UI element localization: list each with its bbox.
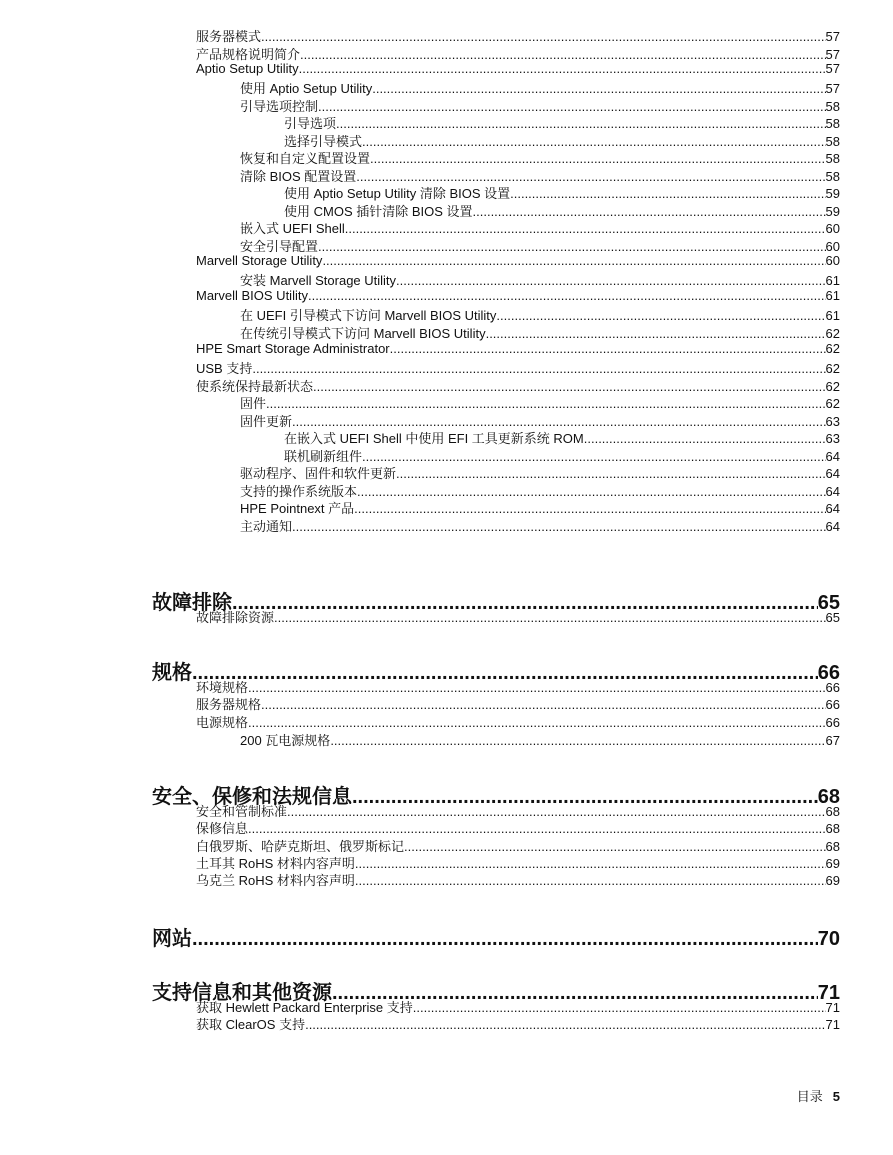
toc-leader-dots bbox=[355, 856, 826, 871]
toc-leader-dots bbox=[261, 697, 826, 712]
toc-leader-dots bbox=[261, 29, 826, 44]
toc-entry-page: 62 bbox=[825, 396, 840, 411]
toc-entry-page: 69 bbox=[825, 856, 840, 871]
footer-page-number: 5 bbox=[832, 1089, 840, 1104]
toc-entry-page: 68 bbox=[817, 786, 840, 808]
toc-leader-dots bbox=[252, 361, 825, 376]
toc-leader-dots bbox=[510, 186, 825, 201]
toc-entry-title: 固件更新 bbox=[240, 414, 293, 429]
toc-entry-page: 57 bbox=[825, 29, 840, 44]
toc-entry-title: 使用 Aptio Setup Utility 清除 BIOS 设置 bbox=[284, 186, 511, 201]
toc-entry-title: 驱动程序、固件和软件更新 bbox=[240, 466, 397, 481]
footer-label: 目录 bbox=[796, 1089, 823, 1104]
toc-entry-title: 200 瓦电源规格 bbox=[240, 733, 331, 748]
toc-entry-page: 58 bbox=[825, 134, 840, 149]
toc-leader-dots bbox=[396, 466, 826, 481]
toc-entry-title: 在传统引导模式下访问 Marvell BIOS Utility bbox=[240, 326, 486, 341]
toc-leader-dots bbox=[354, 501, 825, 516]
toc-entry-title: 乌克兰 RoHS 材料内容声明 bbox=[196, 873, 355, 888]
toc-entry-title: 安全、保修和法规信息 bbox=[152, 786, 352, 808]
toc-entry-page: 70 bbox=[817, 928, 840, 950]
toc-entry[interactable] bbox=[284, 428, 840, 447]
toc-leader-dots bbox=[322, 253, 825, 268]
toc-entry-page: 60 bbox=[825, 253, 840, 268]
toc-entry-page: 58 bbox=[825, 99, 840, 114]
toc-entry[interactable] bbox=[196, 288, 840, 303]
toc-entry[interactable] bbox=[196, 253, 840, 268]
toc-entry-page: 59 bbox=[825, 204, 840, 219]
toc-entry[interactable] bbox=[240, 498, 840, 517]
toc-entry-title: 使系统保持最新状态 bbox=[196, 379, 314, 394]
toc-entry-title: 嵌入式 UEFI Shell bbox=[240, 221, 345, 236]
toc-leader-dots bbox=[300, 47, 826, 62]
toc-entry-page: 71 bbox=[825, 1017, 840, 1032]
toc-leader-dots bbox=[292, 414, 826, 429]
toc-entry-page: 57 bbox=[825, 61, 840, 76]
toc-entry-title: 服务器规格 bbox=[196, 697, 262, 712]
toc-entry-page: 71 bbox=[817, 982, 840, 1004]
toc-leader-dots bbox=[413, 1000, 826, 1015]
toc-entry-page: 68 bbox=[825, 804, 840, 819]
toc-entry-title: 规格 bbox=[152, 662, 192, 684]
toc-leader-dots bbox=[362, 134, 826, 149]
toc-leader-dots bbox=[248, 715, 826, 730]
toc-entry-page: 64 bbox=[825, 466, 840, 481]
toc-leader-dots bbox=[305, 1017, 825, 1032]
toc-entry[interactable] bbox=[196, 341, 840, 356]
page-footer bbox=[797, 1086, 840, 1105]
toc-entry-page: 57 bbox=[825, 81, 840, 96]
toc-entry[interactable] bbox=[240, 463, 840, 482]
toc-leader-dots bbox=[318, 239, 826, 254]
toc-entry-title: Marvell BIOS Utility bbox=[196, 288, 308, 303]
toc-entry-title: 引导选项控制 bbox=[240, 99, 319, 114]
toc-entry-page: 67 bbox=[825, 733, 840, 748]
toc-entry-page: 65 bbox=[825, 610, 840, 625]
toc-leader-dots bbox=[390, 341, 826, 356]
toc-entry-page: 58 bbox=[825, 116, 840, 131]
toc-leader-dots bbox=[313, 379, 826, 394]
toc-entry-page: 64 bbox=[825, 519, 840, 534]
toc-entry-title: 清除 BIOS 配置设置 bbox=[240, 169, 357, 184]
toc-entry-title: Marvell Storage Utility bbox=[196, 253, 323, 268]
toc-entry-title: 在嵌入式 UEFI Shell 中使用 EFI 工具更新系统 ROM bbox=[284, 431, 584, 446]
toc-entry-page: 66 bbox=[817, 662, 840, 684]
toc-leader-dots bbox=[355, 873, 826, 888]
toc-entry-page: 62 bbox=[825, 379, 840, 394]
toc-entry[interactable] bbox=[196, 712, 840, 731]
toc-entry[interactable] bbox=[196, 607, 840, 626]
toc-entry-title: 固件 bbox=[240, 396, 267, 411]
toc-entry-title: 安装 Marvell Storage Utility bbox=[240, 273, 397, 288]
toc-entry-page: 57 bbox=[825, 47, 840, 62]
toc-entry-page: 66 bbox=[825, 715, 840, 730]
toc-entry[interactable] bbox=[196, 61, 840, 76]
toc-entry-title: 获取 Hewlett Packard Enterprise 支持 bbox=[196, 1000, 413, 1015]
toc-leader-dots bbox=[396, 273, 825, 288]
toc-entry-page: 64 bbox=[825, 484, 840, 499]
toc-entry-title: 主动通知 bbox=[240, 519, 293, 534]
toc-entry-page: 60 bbox=[825, 221, 840, 236]
toc-entry-title: 选择引导模式 bbox=[284, 134, 363, 149]
toc-entry-page: 63 bbox=[825, 414, 840, 429]
toc-leader-dots bbox=[274, 610, 826, 625]
toc-entry-title: 使用 CMOS 插针清除 BIOS 设置 bbox=[284, 204, 473, 219]
toc-entry-title: 在 UEFI 引导模式下访问 Marvell BIOS Utility bbox=[240, 308, 497, 323]
toc-leader-dots bbox=[356, 169, 825, 184]
toc-entry[interactable] bbox=[240, 730, 840, 749]
toc-entry-page: 62 bbox=[825, 326, 840, 341]
toc-entry[interactable] bbox=[240, 305, 840, 324]
toc-entry[interactable] bbox=[196, 1014, 840, 1033]
toc-entry[interactable] bbox=[196, 870, 840, 889]
toc-entry-page: 62 bbox=[825, 361, 840, 376]
toc-entry-title: 故障排除 bbox=[152, 592, 232, 614]
toc-entry[interactable] bbox=[240, 218, 840, 237]
toc-entry-title: 电源规格 bbox=[196, 715, 249, 730]
toc-entry[interactable] bbox=[196, 818, 840, 837]
toc-leader-dots bbox=[330, 733, 825, 748]
toc-entry-page: 68 bbox=[825, 839, 840, 854]
toc-entry-page: 61 bbox=[825, 288, 840, 303]
toc-entry[interactable] bbox=[240, 516, 840, 535]
toc-leader-dots bbox=[266, 396, 826, 411]
toc-entry-page: 68 bbox=[825, 821, 840, 836]
toc-entry-title: 网站 bbox=[152, 928, 192, 950]
toc-entry[interactable] bbox=[196, 694, 840, 713]
toc-entry[interactable] bbox=[240, 78, 840, 97]
toc-entry[interactable] bbox=[196, 26, 840, 45]
toc-entry[interactable] bbox=[284, 183, 840, 202]
toc-leader-dots bbox=[248, 680, 826, 695]
toc-entry-title: 联机刷新组件 bbox=[284, 449, 363, 464]
toc-leader-dots bbox=[357, 484, 826, 499]
toc-leader-dots bbox=[486, 326, 826, 341]
toc-leader-dots bbox=[372, 81, 825, 96]
toc-leader-dots bbox=[584, 431, 826, 446]
toc-entry[interactable] bbox=[196, 358, 840, 377]
toc-entry-page: 66 bbox=[825, 697, 840, 712]
toc-leader-dots bbox=[336, 116, 826, 131]
toc-entry-title: 支持信息和其他资源 bbox=[152, 982, 332, 1004]
toc-entry-title: 保修信息 bbox=[196, 821, 249, 836]
toc-entry-title: HPE Pointnext 产品 bbox=[240, 501, 355, 516]
toc-entry[interactable] bbox=[240, 323, 840, 342]
toc-entry-title: 恢复和自定义配置设置 bbox=[240, 151, 371, 166]
toc-leader-dots bbox=[192, 928, 818, 951]
toc-entry-title: 故障排除资源 bbox=[196, 610, 275, 625]
toc-entry-title: 产品规格说明简介 bbox=[196, 47, 301, 62]
toc-leader-dots bbox=[345, 221, 826, 236]
toc-entry-page: 64 bbox=[825, 501, 840, 516]
toc-entry-page: 64 bbox=[825, 449, 840, 464]
toc-entry-title: 白俄罗斯、哈萨克斯坦、俄罗斯标记 bbox=[196, 839, 405, 854]
toc-entry-title: HPE Smart Storage Administrator bbox=[196, 341, 390, 356]
toc-entry-page: 65 bbox=[817, 592, 840, 614]
toc-entry-page: 69 bbox=[825, 873, 840, 888]
toc-entry-page: 60 bbox=[825, 239, 840, 254]
toc-leader-dots bbox=[473, 204, 826, 219]
toc-entry-title: USB 支持 bbox=[196, 361, 253, 376]
toc-entry-title: 环境规格 bbox=[196, 680, 249, 695]
toc-entry-page: 63 bbox=[825, 431, 840, 446]
toc-entry-page: 58 bbox=[825, 169, 840, 184]
toc-entry-page: 59 bbox=[825, 186, 840, 201]
toc-entry-title: 安全引导配置 bbox=[240, 239, 319, 254]
toc-entry[interactable] bbox=[240, 393, 840, 412]
toc-entry-page: 58 bbox=[825, 151, 840, 166]
toc-leader-dots bbox=[308, 288, 826, 303]
toc-entry-title: 土耳其 RoHS 材料内容声明 bbox=[196, 856, 355, 871]
toc-chapter[interactable] bbox=[152, 922, 840, 951]
toc-entry-title: 引导选项 bbox=[284, 116, 337, 131]
toc-entry-title: 使用 Aptio Setup Utility bbox=[240, 81, 373, 96]
toc-leader-dots bbox=[404, 839, 826, 854]
toc-leader-dots bbox=[370, 151, 826, 166]
toc-leader-dots bbox=[362, 449, 826, 464]
toc-entry-page: 66 bbox=[825, 680, 840, 695]
toc-entry-title: 服务器模式 bbox=[196, 29, 262, 44]
toc-entry-title: Aptio Setup Utility bbox=[196, 61, 299, 76]
toc-leader-dots bbox=[496, 308, 825, 323]
toc-leader-dots bbox=[299, 61, 826, 76]
toc-entry-title: 安全和管制标准 bbox=[196, 804, 288, 819]
toc-leader-dots bbox=[248, 821, 826, 836]
toc-leader-dots bbox=[318, 99, 826, 114]
toc-entry-page: 71 bbox=[825, 1000, 840, 1015]
toc-entry[interactable] bbox=[284, 113, 840, 132]
toc-entry-page: 61 bbox=[825, 273, 840, 288]
toc-entry-title: 支持的操作系统版本 bbox=[240, 484, 358, 499]
toc-leader-dots bbox=[287, 804, 826, 819]
toc-entry[interactable] bbox=[240, 148, 840, 167]
toc-leader-dots bbox=[292, 519, 826, 534]
toc-entry-page: 61 bbox=[825, 308, 840, 323]
toc-entry[interactable] bbox=[240, 270, 840, 289]
toc-entry-title: 获取 ClearOS 支持 bbox=[196, 1017, 306, 1032]
toc-entry-page: 62 bbox=[825, 341, 840, 356]
